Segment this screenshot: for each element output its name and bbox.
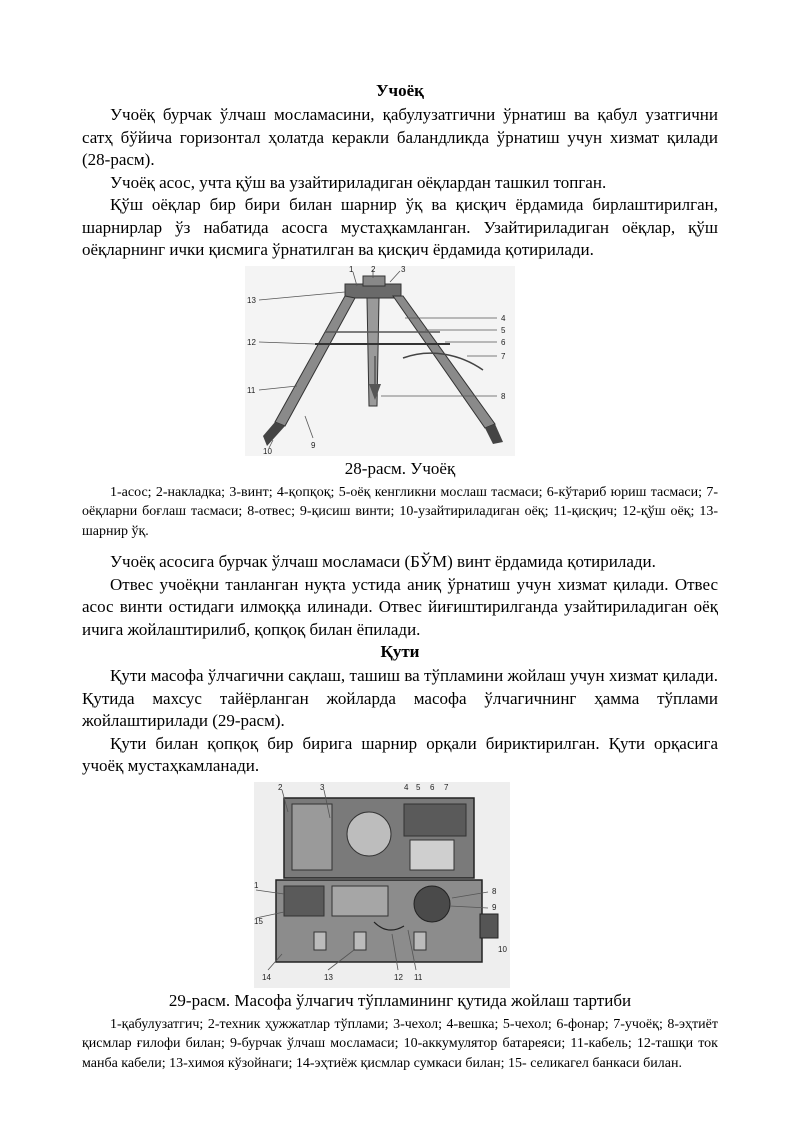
- callout-label: 13: [324, 972, 333, 982]
- document-content: [82, 80, 718, 1073]
- callout-label: 2: [278, 782, 283, 792]
- callout-label: 12: [394, 972, 403, 982]
- callout-label: 5: [501, 325, 506, 335]
- case-illustration: [254, 782, 510, 988]
- callout-label: 13: [247, 295, 256, 305]
- callout-label: 1: [349, 265, 354, 274]
- callout-label: 15: [254, 916, 263, 926]
- callout-label: 3: [320, 782, 325, 792]
- callout-label: 4: [404, 782, 409, 792]
- section-heading-tripod: Учоёқ: [376, 81, 424, 100]
- figure-caption: 29-расм. Масофа ўлчагич тўпламининг қутида жойлаш тартиби: [168, 990, 632, 1010]
- callout-label: 2: [371, 265, 376, 274]
- paragraph: Қути масофа ўлчагични сақлаш, ташиш ва тўпламини жойлаш учун хизмат қилади. Қутида махсус тайёрланган жойларда масофа ўлчагичнинг ҳамма тўплами жойлаштирилади (29-расм).: [82, 666, 718, 730]
- tripod-illustration: [245, 266, 515, 456]
- paragraph: Учоёқ бурчак ўлчаш мосламасини, қабулузатгични ўрнатиш ва қабул узатгични сатҳ бўйича горизонтал ҳолатда керакли баландликда ўрнатиш учун хизмат қилади (28-расм).: [82, 105, 718, 169]
- callout-label: 14: [262, 972, 271, 982]
- callout-label: 12: [247, 337, 256, 347]
- figure-case: [254, 782, 510, 988]
- callout-label: 11: [414, 972, 423, 982]
- callout-label: 9: [311, 440, 316, 450]
- callout-label: 7: [444, 782, 449, 792]
- callout-label: 10: [263, 446, 272, 456]
- paragraph: Учоёқ асос, учта қўш ва узайтириладиган оёқлардан ташкил топган.: [110, 172, 607, 192]
- callout-label: 1: [254, 880, 259, 890]
- paragraph: Қўш оёқлар бир бири билан шарнир ўқ ва қисқич ёрдамида бирлаштирилган, шарнирлар ўз набатида асосга мустаҳкамланган. Узайтириладиган оёқлар, қўш оёқларнинг ички қисмига ўрнатилган ва қисқич ёрдамида қотирилади.: [82, 195, 718, 259]
- figure-legend: 1-қабулузатгич; 2-техник ҳужжатлар тўплами; 3-чехол; 4-вешка; 5-чехол; 6-фонар; 7-учоёқ; 8-эҳтиёт қисмлар ғилофи билан; 9-бурчак ўлчаш мосламаси; 10-аккумулятор батареяси; 11-кабель; 12-ташқи ток манба кабели; 13-химоя кўзойнаги; 14-эҳтиёж қисмлар сумкаси билан; 15- селикагел банкаси билан.: [82, 1016, 718, 1071]
- paragraph: Қути билан қопқоқ бир бирига шарнир орқали бириктирилган. Қути орқасига учоёқ мустаҳкамланади.: [82, 733, 718, 775]
- callout-label: 7: [501, 351, 506, 361]
- callout-label: 5: [416, 782, 421, 792]
- figure-legend: 1-асос; 2-накладка; 3-винт; 4-қопқоқ; 5-оёқ кенгликни мослаш тасмаси; 6-кўтариб юриш тасмаси; 7-оёқларни боғлаш тасмаси; 8-отвес; 9-қисиш винти; 10-узайтириладиган оёқ; 11-қисқич; 12-қўш оёқ; 13-шарнир ўқ.: [82, 484, 718, 539]
- callout-label: 6: [501, 337, 506, 347]
- callout-label: 8: [492, 886, 497, 896]
- section-heading-case: Қути: [380, 642, 420, 661]
- paragraph: Учоёқ асосига бурчак ўлчаш мосламаси (БЎМ) винт ёрдамида қотирилади.: [110, 552, 656, 571]
- figure-caption: 28-расм. Учоёқ: [344, 458, 456, 478]
- callout-label: 8: [501, 391, 506, 401]
- callout-label: 9: [492, 902, 497, 912]
- callout-label: 3: [401, 265, 406, 274]
- paragraph: Отвес учоёқни танланган нуқта устида аниқ ўрнатиш учун хизмат қилади. Отвес асос винти остидаги илмоққа илинади. Отвес йиғиштирилганда узайтириладиган оёқ ичига жойлаштирилиб, қопқоқ билан ёпилади.: [82, 574, 718, 639]
- callout-label: 4: [501, 313, 506, 323]
- callout-label: 6: [430, 782, 435, 792]
- callout-label: 10: [498, 944, 507, 954]
- callout-label: 11: [247, 385, 256, 395]
- figure-tripod: [245, 266, 515, 456]
